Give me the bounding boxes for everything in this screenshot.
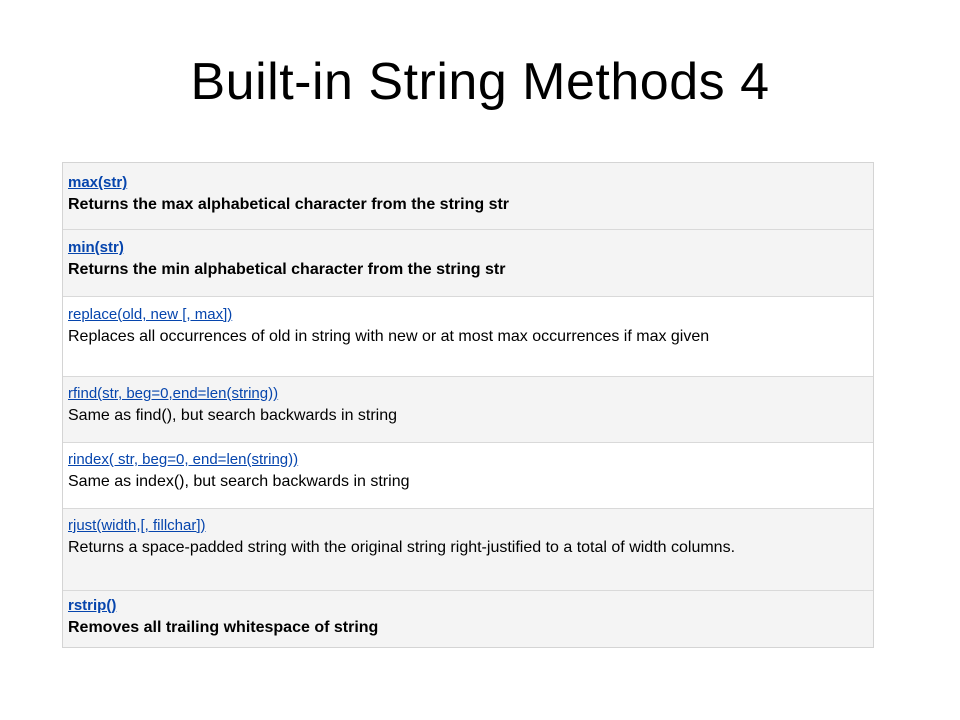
table-row (63, 230, 873, 297)
table-row (63, 163, 873, 230)
method-link-max[interactable]: max(str) (68, 174, 128, 191)
table-row (63, 509, 873, 591)
method-description: Returns the min alphabetical character from the string str (68, 261, 506, 278)
method-description: Same as find(), but search backwards in string (68, 407, 398, 424)
table-row (63, 377, 873, 443)
table-row (63, 297, 873, 377)
method-link-rjust[interactable]: rjust(width,[, fillchar]) (68, 517, 206, 534)
method-link-min[interactable]: min(str) (68, 239, 124, 256)
method-description: Replaces all occurrences of old in string with new or at most max occurrences if max given (68, 328, 710, 345)
method-link-replace[interactable]: replace(old, new [, max]) (68, 306, 233, 323)
table-row (63, 591, 873, 647)
method-description: Returns the max alphabetical character from the string str (68, 196, 510, 213)
string-methods-table (62, 162, 874, 648)
slide-title: Built-in String Methods 4 (190, 53, 770, 111)
table-row (63, 443, 873, 509)
method-description: Removes all trailing whitespace of string (68, 619, 379, 636)
method-description: Same as index(), but search backwards in string (68, 473, 410, 490)
method-description: Returns a space-padded string with the original string right-justified to a total of width columns. (68, 539, 736, 556)
method-link-rfind[interactable]: rfind(str, beg=0,end=len(string)) (68, 385, 279, 402)
method-link-rindex[interactable]: rindex( str, beg=0, end=len(string)) (68, 451, 299, 468)
method-link-rstrip[interactable]: rstrip() (68, 597, 117, 614)
